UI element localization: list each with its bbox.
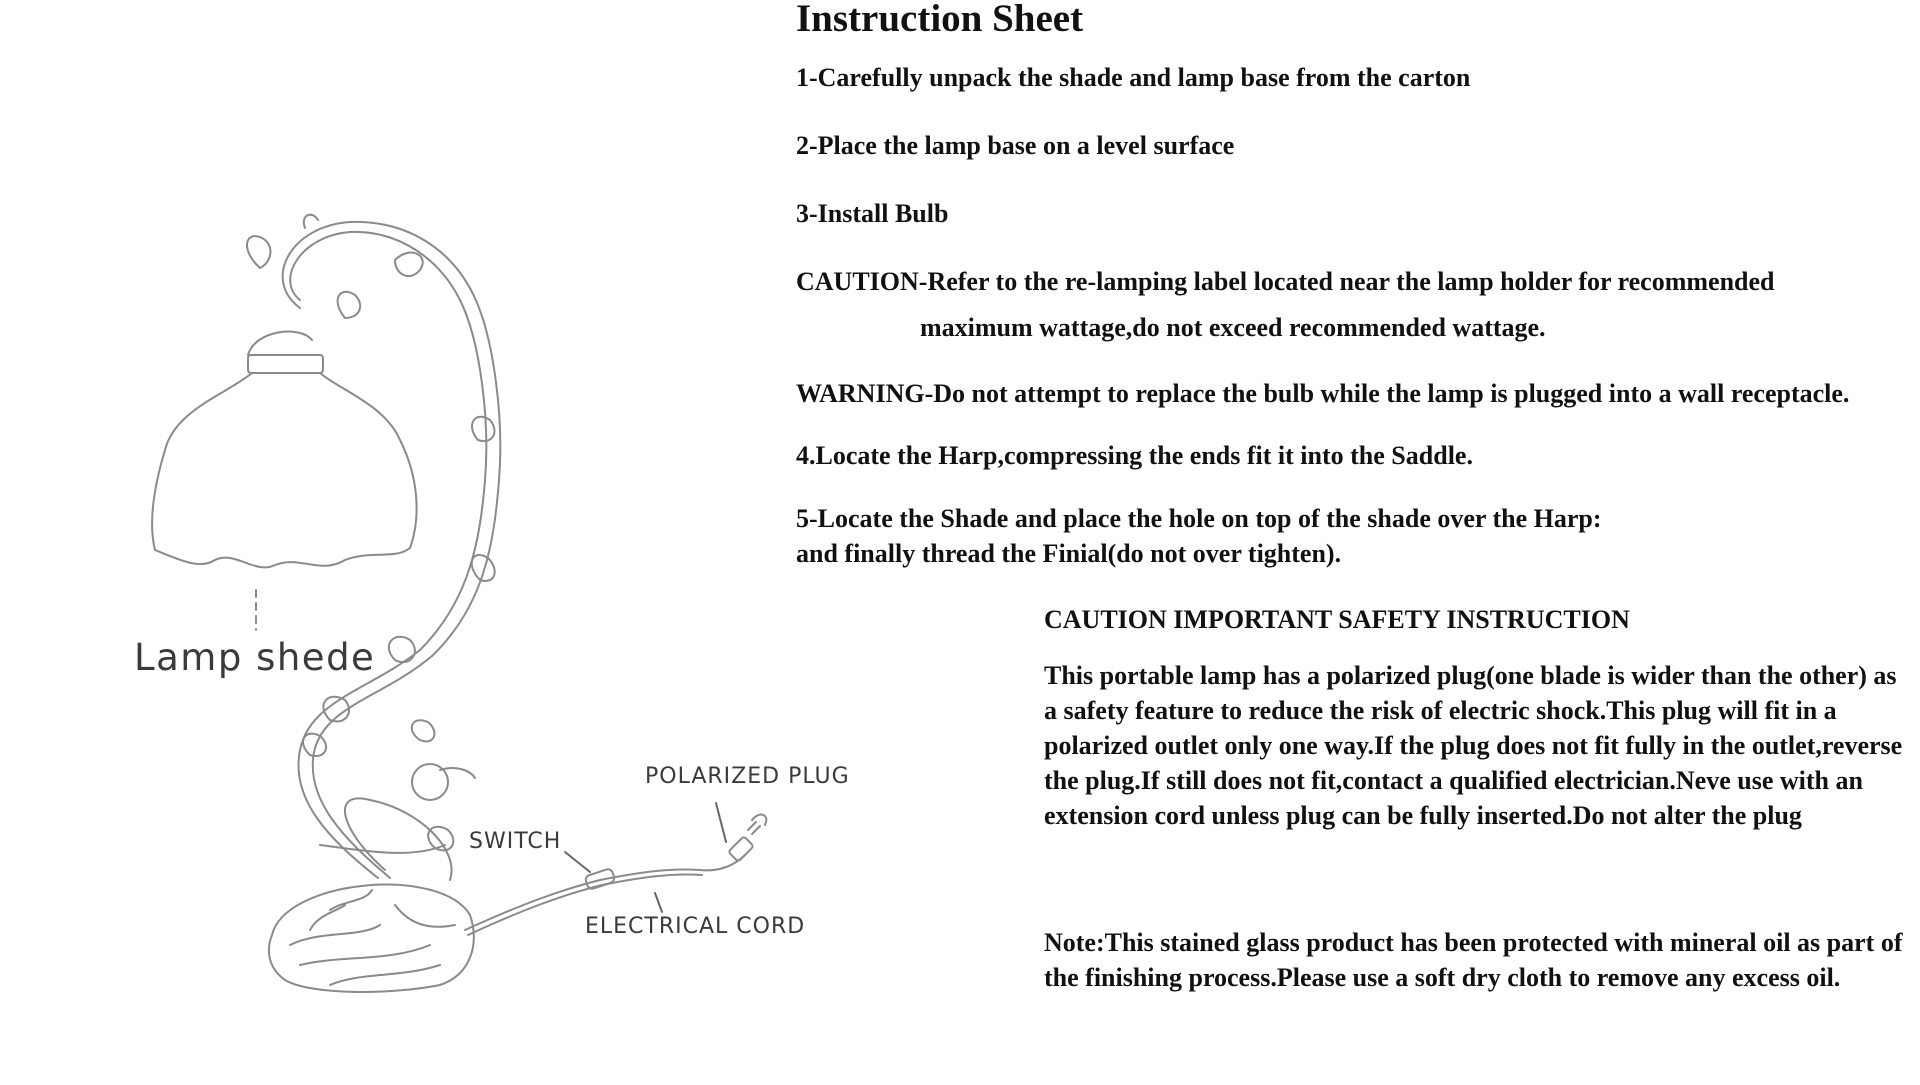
plug-leader xyxy=(716,803,726,842)
plug-shape xyxy=(728,815,766,862)
instruction-sheet xyxy=(796,0,1920,1080)
label-switch: SWITCH xyxy=(469,829,562,854)
safety-text: This portable lamp has a polarized plug(one blade is wider than the other) as a safety feature to reduce the risk of electric shock.This plug will fit in a polarized outlet only one way.If the plug does not fit fully in the outlet,reverse the plug.If still does not fit,contact a qualified electrician.Neve use with an extension cord unless plug can be fully inserted.Do not alter the plug xyxy=(1044,661,1903,830)
cord-leader xyxy=(655,893,662,912)
sheet-title: Instruction Sheet xyxy=(796,0,1084,40)
lamp-stem xyxy=(283,222,501,880)
finial xyxy=(304,215,318,228)
step-4: 4.Locate the Harp,compressing the ends fit it into the Saddle. xyxy=(796,441,1473,470)
caution-relamping: CAUTION-Refer to the re-lamping label located near the lamp holder for recommended xyxy=(796,267,1775,296)
step-5: 5-Locate the Shade and place the hole on top of the shade over the Harp: xyxy=(796,504,1602,533)
step-2: 2-Place the lamp base on a level surface xyxy=(796,131,1235,160)
caution-relamping-cont: maximum wattage,do not exceed recommended wattage. xyxy=(920,313,1546,342)
label-electrical-cord: ELECTRICAL CORD xyxy=(585,914,806,939)
label-polarized-plug: POLARIZED PLUG xyxy=(645,764,850,789)
lamp-illustration xyxy=(0,0,850,1080)
note-text: Note:This stained glass product has been protected with mineral oil as part of the finishing process.Please use a soft dry cloth to remove any excess oil. xyxy=(1044,928,1903,992)
leaves xyxy=(247,236,495,850)
warning-bulb: WARNING-Do not attempt to replace the bulb while the lamp is plugged into a wall receptacle. xyxy=(796,379,1850,408)
step-5-cont: and finally thread the Finial(do not over tighten). xyxy=(796,539,1342,568)
step-1: 1-Carefully unpack the shade and lamp base from the carton xyxy=(796,63,1471,92)
lamp-base xyxy=(269,885,474,992)
step-3: 3-Install Bulb xyxy=(796,199,949,228)
label-lamp-shade: Lamp shede xyxy=(134,636,376,679)
safety-heading: CAUTION IMPORTANT SAFETY INSTRUCTION xyxy=(1044,605,1630,634)
lamp-shade xyxy=(152,332,417,568)
switch-leader xyxy=(565,852,590,872)
